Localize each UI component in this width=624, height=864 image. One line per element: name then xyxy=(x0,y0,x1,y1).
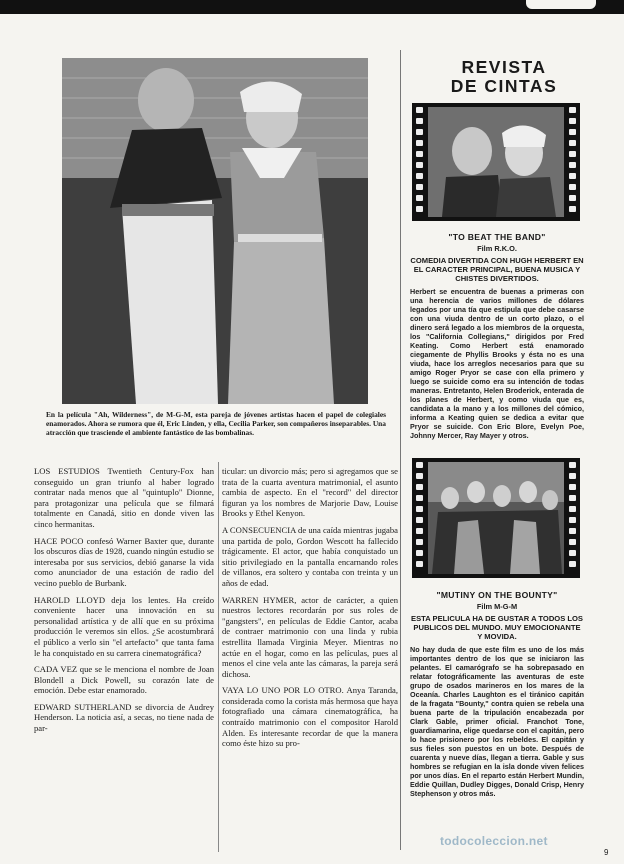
movie2-still xyxy=(428,462,564,574)
news-item-wescott: A CONSECUENCIA de una caída mientras jugaba una partida de polo, Gordon Wescott ha fallecido trágicamente. El actor, que había conquistado un sitio privilegiado en la pantalla encarnando roles de villanos, era soltero y contaba con treinta y un años de edad. xyxy=(222,524,398,588)
watermark-name: todocoleccion xyxy=(440,834,526,848)
sprocket-holes-left xyxy=(416,107,423,217)
column-divider xyxy=(218,462,219,852)
sprocket-holes-right xyxy=(569,107,576,217)
news-item-sutherland-cont: ticular: un divorcio más; pero si agregamos que se trata de la cuarta aventura matrimonial, el asunto cambia de aspecto. En el "record" del director figuran ya los nombres de Marjorie Daw, Louise Brooks y Ethel Kenyon. xyxy=(222,466,398,519)
middle-column xyxy=(222,466,398,755)
movie1-title: "TO BEAT THE BAND" xyxy=(448,232,546,242)
photo-caption: En la película "Ah, Wilderness", de M-G-M, esta pareja de jóvenes artistas hacen el papel de colegiales enamorados. Ahora se rumora que él, Eric Linden, y ella, Cecilia Parker, son compañeros inseparables. Una atracción que trasciende el ambiente fantástico de las bombalinas. xyxy=(46,410,386,438)
movie1-summary: COMEDIA DIVERTIDA CON HUGH HERBERT EN EL CARACTER PRINCIPAL, BUENA MUSICA Y CHISTES DIVERTIDOS. xyxy=(410,256,584,283)
movie2-still-illustration xyxy=(428,462,564,574)
movie1-still-illustration xyxy=(428,107,564,217)
sidebar-heading-line1: REVISTA xyxy=(461,57,547,77)
movie2-body: No hay duda de que este film es uno de los más importantes dentro de los que se iniciaron las pelantes. El camarógrafo se ha sobrepasado en relatar fotográficamente las aventuras de este grupo de osados marineros en los mares de la Oceanía. Charles Laughton es el tiránico capitán de la fragata "Bounty," contra quien se rebela una buena parte de la tripulación encabezada por Clark Gable, primer oficial. Franchot Tone, guardiamarina, elige quedarse con el capitán, pero lo hace prisionero por los rebeldes. El capitán y sus fieles son puestos en un bote. Después de cuarenta y nueve días, llegan a tierra. Gable y sus hombres se refugian en la isla donde viven felices por unos días. En el reparto están Herbert Mundin, Eddie Quillan, Dudley Digges, Donald Crisp, Henry Stephenson y otros más. xyxy=(410,645,584,798)
movie1-producer: Film R.K.O. xyxy=(477,244,517,253)
main-photo xyxy=(62,58,368,404)
news-item-fox: LOS ESTUDIOS Twentieth Century-Fox han conseguido un gran triunfo al haber logrado contratar nada menos que al "quintuplo" Dionne, para protagonizar una película que se filmará totalmente en Canadá, sitio en donde viven las cinco hermanitas. xyxy=(34,466,214,529)
movie2-review xyxy=(410,590,584,798)
top-band-notch xyxy=(526,0,596,9)
movie1-body: Herbert se encuentra de buenas a primeras con una herencia de varios millones de dólares legados por una tía que estipula que debe casarse con una viuda dentro de un corto plazo, o el dinero será legado a los miembros de la orquesta, los "California Collegians," dirigidos por Fred Keating. Como Herbert está enamorado ciegamente de Phyllis Brooks y ésta no es una viuda, hace los arreglos necesarios para que su amigo Roger Pryor se case con ella primero y luego se suicide como era su intención de todas maneras. Entretanto, Helen Broderick, enterada de los planes de Herbert, y como viuda que es, candidata a la mano y a los millones del cómico, informa a Keating quien se dedica a evitar que Pryor se suicide. Con Eric Blore, Evelyn Poe, Johnny Mercer, Ray Mayer y otros. xyxy=(410,287,584,440)
sidebar-divider xyxy=(400,50,401,850)
sprocket-holes-left xyxy=(416,462,423,572)
watermark xyxy=(440,834,548,848)
top-black-band xyxy=(0,0,624,14)
watermark-suffix: .net xyxy=(525,834,548,848)
news-item-blondell: CADA VEZ que se le menciona el nombre de Joan Blondell a Dick Powell, su corazón late de emoción. Debe estar enamorado. xyxy=(34,664,214,696)
news-item-lloyd: HAROLD LLOYD deja los lentes. Ha creído conveniente hacer una innovación en su personalidad artística y de allí que en su próxima producción le veremos sin ellos. ¿Se acostumbrará el público a verlo sin "el artefacto" que tanta fama le ha conquistado en su carrera cinematográfica? xyxy=(34,594,214,658)
movie2-title: "MUTINY ON THE BOUNTY" xyxy=(436,590,558,600)
couple-photo-illustration xyxy=(62,58,368,404)
sprocket-holes-right xyxy=(569,462,576,572)
news-item-hymer: WARREN HYMER, actor de carácter, a quien nuestros lectores recordarán por sus roles de "gangsters", en películas de Eddie Cantor, acaba de contraer matrimonio con una linda y rubia estrellita llamada Virginia Meyer. Mientras no actúe en el hogar, como en las películas, pues al menos el cine vela ante las cámaras, la pareja será dichosa. xyxy=(222,594,398,679)
film-strip-movie1 xyxy=(412,103,580,221)
sidebar-heading-line2: DE CINTAS xyxy=(450,76,558,96)
film-strip-movie2 xyxy=(412,458,580,578)
movie2-producer: Film M-G-M xyxy=(476,602,518,611)
left-column xyxy=(34,466,214,740)
sidebar-heading xyxy=(414,58,594,96)
movie2-summary: ESTA PELICULA HA DE GUSTAR A TODOS LOS PUBLICOS DEL MUNDO. MUY EMOCIONANTE Y MOVIDA. xyxy=(411,614,583,641)
page-number: 9 xyxy=(604,848,609,857)
news-item-taranda: VAYA LO UNO POR LO OTRO. Anya Taranda, considerada como la corista más hermosa que haya fotografiado una cámara cinematográfica, ha contraído matrimonio con el compositor Harold Alden. Es interesante recordar de que la manera como éste hizo su pro- xyxy=(222,685,398,749)
news-item-sutherland: EDWARD SUTHERLAND se divorcia de Audrey Henderson. La noticia así, a secas, no tiene nada de par- xyxy=(34,701,214,734)
movie1-review xyxy=(410,232,584,440)
movie1-still xyxy=(428,107,564,217)
news-item-baxter: HACE POCO confesó Warner Baxter que, durante los obscuros días de 1928, cuando ningún estudio se interesaba por sus servicios, debió ganarse la vida como anunciador de una estación de radio del vecino pueblo de Burbank. xyxy=(34,535,214,588)
